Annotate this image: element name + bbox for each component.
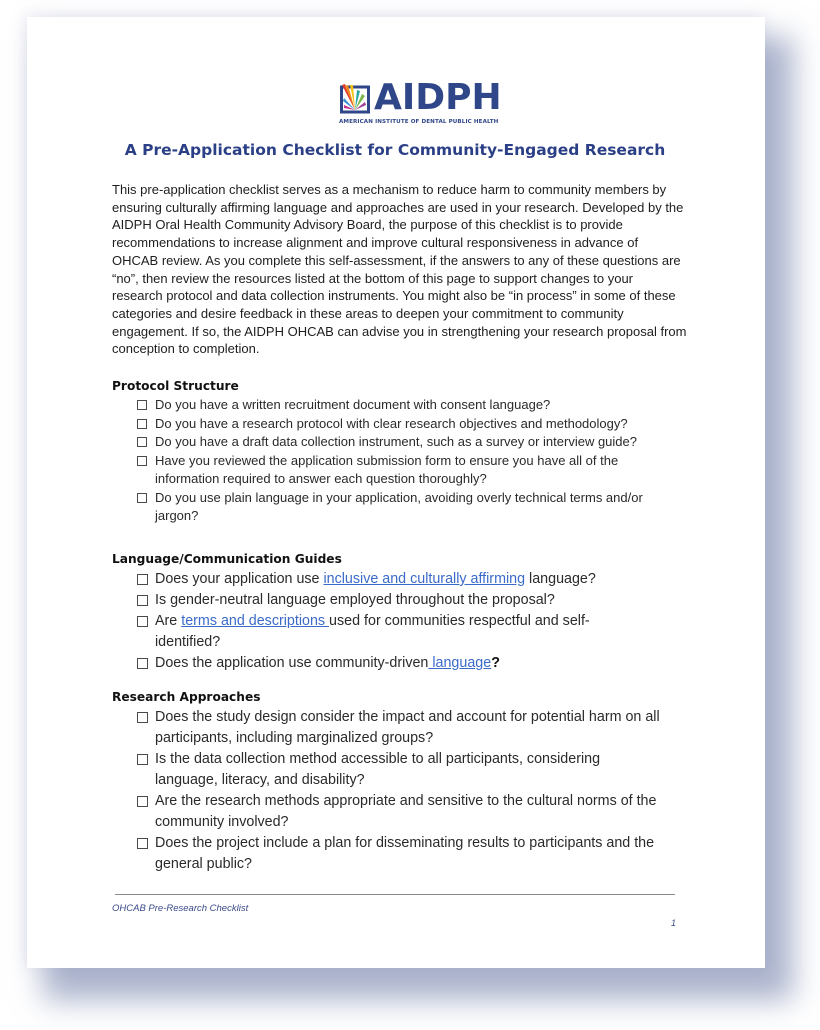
item-text: Do you have a draft data collection instrument, such as a survey or interview guide? [155, 434, 637, 449]
terms-descriptions-link[interactable]: terms and descriptions [181, 613, 330, 629]
checklist-item [112, 749, 655, 791]
item-text: Have you reviewed the application submission form to ensure you have all of the information required to answer each question thoroughly? [155, 452, 619, 486]
inclusive-language-link[interactable]: inclusive and culturally affirming [323, 571, 526, 587]
item-text: Is gender-neutral language employed throughout the proposal? [155, 592, 555, 608]
item-text-before: Does your application use [155, 571, 324, 587]
item-text-before: Does the application use community-driven [155, 655, 429, 671]
aidph-logo [339, 77, 510, 130]
item-text-after: used for communities respectful and self-identified? [155, 613, 590, 650]
checklist-item [112, 707, 685, 749]
footer-title: OHCAB Pre-Research Checklist [112, 903, 249, 914]
checklist-item [112, 833, 685, 875]
checklist-item [112, 415, 692, 434]
item-text: Is the data collection method accessible to all participants, considering language, literacy, and disability? [155, 751, 601, 788]
item-text-before: Are [155, 613, 182, 629]
section-heading: Protocol Structure [112, 379, 239, 393]
item-text: Are the research methods appropriate and sensitive to the cultural norms of the community involved? [155, 793, 657, 830]
checklist-item [112, 569, 692, 590]
section-heading: Language/Communication Guides [112, 552, 342, 566]
logo-wordmark: AIDPH [374, 77, 502, 118]
checklist-item [112, 590, 692, 611]
checklist-item [112, 489, 655, 526]
checkbox[interactable] [137, 493, 147, 503]
checkbox[interactable] [137, 838, 148, 849]
checklist-item [112, 433, 692, 452]
item-text: Do you have a research protocol with clear research objectives and methodology? [155, 415, 628, 431]
item-text: Does the study design consider the impact and account for potential harm on all participants, including marginalized groups? [155, 709, 660, 746]
checkbox[interactable] [137, 616, 148, 627]
logo-subtitle: AMERICAN INSTITUTE OF DENTAL PUBLIC HEALTH [339, 119, 499, 125]
section-protocol-structure [112, 379, 692, 526]
logo-sunburst-icon [340, 82, 370, 114]
item-text: Do you have a written recruitment document with consent language? [155, 397, 551, 412]
document-page [27, 17, 765, 968]
item-text: Do you use plain language in your application, avoiding overly technical terms and/or jargon? [155, 489, 643, 523]
checkbox[interactable] [137, 712, 148, 723]
checklist-item [112, 452, 670, 489]
checkbox[interactable] [137, 796, 148, 807]
checklist-item [112, 653, 692, 674]
footer-divider [115, 894, 675, 895]
checkbox[interactable] [137, 400, 147, 410]
intro-paragraph: This pre-application checklist serves as a mechanism to reduce harm to community members by ensuring culturally affirming language and approaches are used in your research. Developed by the AIDPH Oral Health Community Advisory Board, the purpose of this checklist is to provide recommendations to increase alignment and improve cultural responsiveness in advance of OHCAB review. As you complete this self-assessment, if the answers to any of these questions are “no”, then review the resources listed at the bottom of this page to support changes to your research protocol and data collection instruments. You might also be “in process” in some of these categories and desire feedback in these areas to deepen your commitment to community engagement. If so, the AIDPH OHCAB can advise you in strengthening your research proposal from conception to completion. [112, 182, 687, 357]
checklist-item [112, 791, 685, 833]
checkbox[interactable] [137, 574, 148, 585]
checklist-item [112, 396, 692, 415]
checkbox[interactable] [137, 595, 148, 606]
section-heading: Research Approaches [112, 690, 261, 704]
item-text-after: ? [491, 655, 500, 671]
checkbox[interactable] [137, 456, 147, 466]
item-text: Does the project include a plan for disseminating results to participants and the general public? [155, 835, 655, 872]
checkbox[interactable] [137, 419, 147, 429]
checkbox[interactable] [137, 754, 148, 765]
item-text-after: language? [525, 571, 596, 587]
page-number: 1 [671, 918, 677, 928]
checkbox[interactable] [137, 437, 147, 447]
document-title: A Pre-Application Checklist for Community-Engaged Research [124, 141, 666, 159]
checkbox[interactable] [137, 658, 148, 669]
community-language-link[interactable]: language [428, 655, 492, 671]
checklist-item [112, 611, 615, 653]
section-language-communication-guides [112, 552, 692, 674]
section-research-approaches [112, 690, 692, 875]
